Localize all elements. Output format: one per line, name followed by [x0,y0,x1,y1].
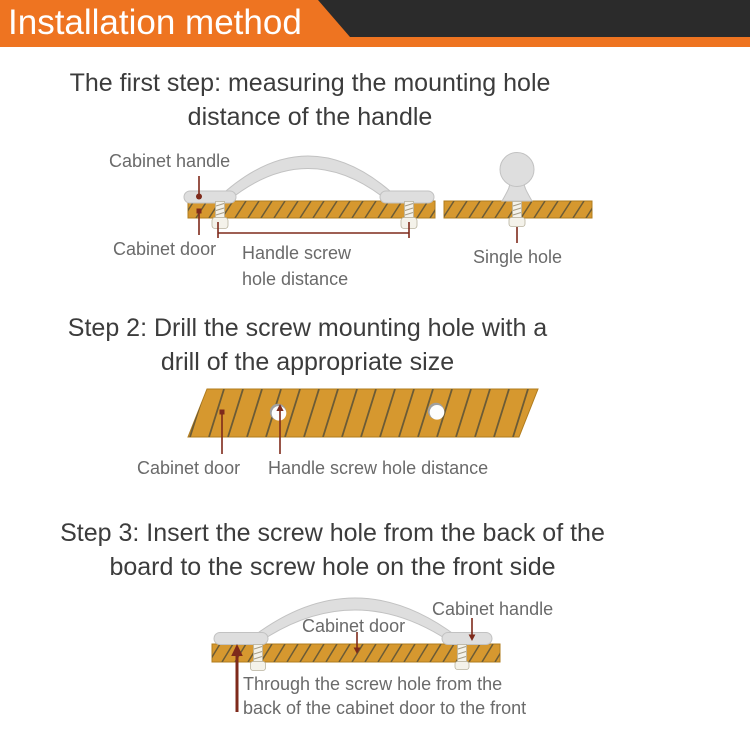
step3-heading-line2: board to the screw hole on the front side [109,553,556,581]
step2-heading-line1: Step 2: Drill the screw mounting hole with a [67,314,548,342]
cabinet-handle-bow [216,156,400,201]
pointer-cabinet-door [197,209,202,236]
step3-heading-line1: Step 3: Insert the screw hole from the back of the [60,519,605,547]
label-line1: Through the screw hole from the [243,674,503,694]
label-cabinet-door: Cabinet door [302,616,406,636]
dimension-line [218,222,409,238]
step2-heading [0,311,615,379]
label-through-screw-hole [243,672,526,720]
step1-diagram [184,153,592,244]
handle-foot-right [442,633,492,645]
label-line1: Handle screw [242,243,352,263]
label-line2: hole distance [242,269,349,289]
step1-heading-line1: The first step: measuring the mounting hole [69,69,551,97]
label-cabinet-handle: Cabinet handle [432,599,554,619]
label-handle-screw-hole-distance [242,240,351,292]
step2-diagram [188,389,538,454]
label-cabinet-handle: Cabinet handle [109,151,231,171]
label-handle-screw-hole-distance: Handle screw hole distance [268,458,489,478]
label-line2: back of the cabinet door to the front [243,698,527,718]
pointer-cabinet-handle [196,176,202,200]
screw-right [455,645,469,670]
board-hatch [188,201,435,218]
through-hole-up-arrow [231,644,243,712]
page-title: Installation method [8,3,302,42]
label-cabinet-door: Cabinet door [113,239,217,259]
step1-heading [0,66,620,134]
knob-shape [500,153,534,202]
step3-heading [20,516,645,584]
board-hatch [188,389,538,437]
step2-heading-line2: drill of the appropriate size [160,348,455,376]
handle-foot-left [184,191,236,203]
label-cabinet-door: Cabinet door [137,458,241,478]
handle-foot-left [214,633,268,645]
step1-heading-line2: distance of the handle [187,103,433,131]
label-single-hole: Single hole [473,247,563,267]
